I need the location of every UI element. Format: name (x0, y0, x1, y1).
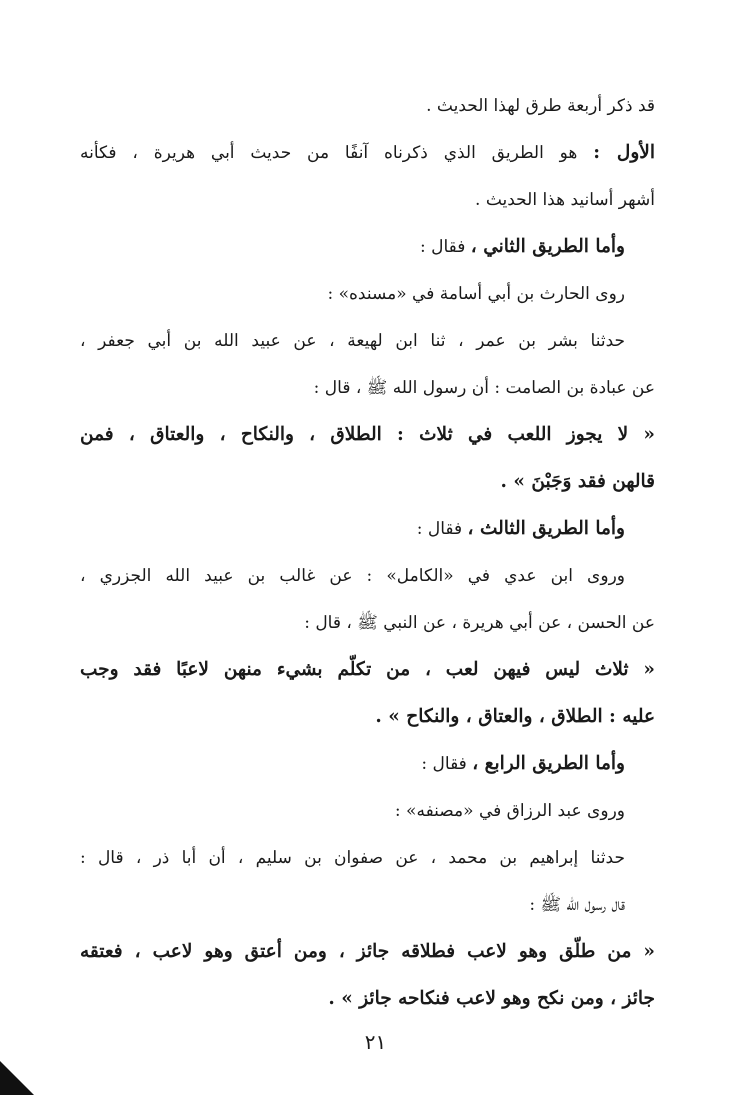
text-run: « من طلّق وهو لاعب فطلاقه جائز ، ومن أعتق وهو لاعب ، فعتقه (80, 941, 655, 962)
isnad-line (80, 554, 655, 598)
isnad-line (80, 319, 655, 363)
text-run: عن عبادة بن الصامت : أن رسول الله ﷺ ، قال : (313, 378, 655, 398)
heading-second: وأما الطريق الثاني ، (470, 236, 625, 257)
text-line (80, 601, 655, 645)
text-line (80, 883, 655, 927)
text-run: « ثلاث ليس فيهن لعب ، من تكلّم بشيء منهن لاعبًا فقد وجب (80, 659, 655, 680)
text-run: جائز ، ومن نكح وهو لاعب فنكاحه جائز » . (328, 988, 655, 1009)
text-run: قال رسول الله ﷺ : (529, 895, 625, 915)
text-run: حدثنا إبراهيم بن محمد ، عن صفوان بن سليم ، أن أبا ذر ، قال : (80, 848, 625, 868)
heading-fourth: وأما الطريق الرابع ، (472, 753, 625, 774)
hadith-text-line (80, 648, 655, 692)
text-run: قد ذكر أربعة طرق لهذا الحديث . (426, 96, 655, 116)
first-path-line (80, 131, 655, 175)
text-run: وروى ابن عدي في «الكامل» : عن غالب بن عبيد الله الجزري ، (80, 566, 625, 586)
text-run: روى الحارث بن أبي أسامة في «مسنده» : (327, 284, 625, 304)
text-line (80, 789, 655, 833)
text-line (80, 272, 655, 316)
text-run: « لا يجوز اللعب في ثلاث : الطلاق ، والنكاح ، والعتاق ، فمن (80, 424, 655, 445)
text-run: عليه : الطلاق ، والعتاق ، والنكاح » . (375, 706, 655, 727)
hadith-text-line (80, 413, 655, 457)
intro-line (80, 84, 655, 128)
text-run: فقال : (419, 237, 466, 257)
text-run: هو الطريق الذي ذكرناه آنفًا من حديث أبي هريرة ، فكأنه (80, 143, 578, 163)
text-run: عن الحسن ، عن أبي هريرة ، عن النبي ﷺ ، قال : (304, 613, 655, 633)
text-line (80, 178, 655, 222)
second-path-heading-line (80, 225, 655, 269)
text-run: وروى عبد الرزاق في «مصنفه» : (394, 801, 625, 821)
text-run: أشهر أسانيد هذا الحديث . (475, 190, 655, 210)
text-line (80, 366, 655, 410)
text-run: قالهن فقد وَجَبْنَ » . (500, 471, 655, 492)
hadith-text-line (80, 460, 655, 504)
scan-corner-mark (0, 1061, 34, 1095)
heading-third: وأما الطريق الثالث ، (467, 518, 625, 539)
hadith-text-line (80, 930, 655, 974)
hadith-text-line (80, 977, 655, 1021)
hadith-text-line (80, 695, 655, 739)
text-run: فقال : (421, 754, 467, 774)
heading-first: الأول : (593, 142, 656, 163)
third-path-heading-line (80, 507, 655, 551)
text-run: حدثنا بشر بن عمر ، ثنا ابن لهيعة ، عن عبيد الله بن أبي جعفر ، (80, 331, 625, 351)
page-number: ٢١ (364, 1030, 387, 1054)
isnad-line (80, 836, 655, 880)
text-run: فقال : (416, 519, 463, 539)
fourth-path-heading-line (80, 742, 655, 786)
